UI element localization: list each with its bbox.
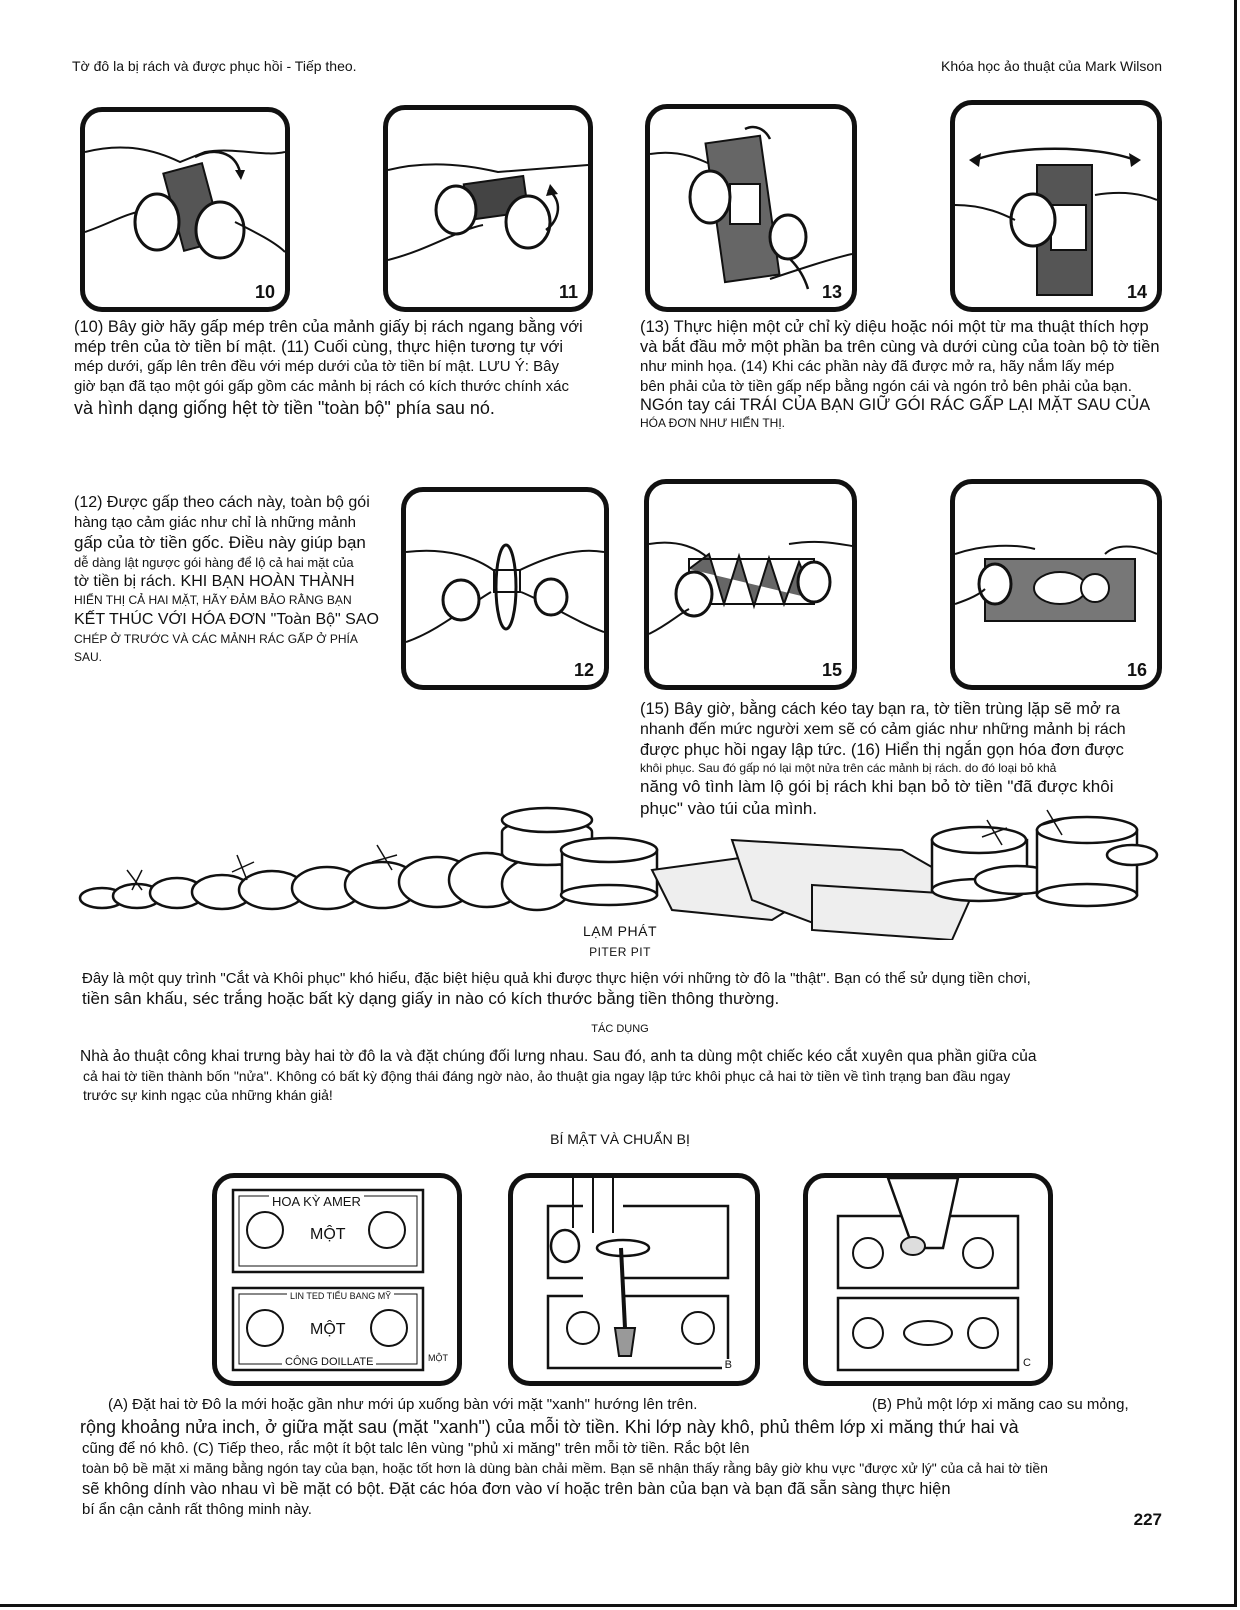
caption-10-11-line: mép trên của tờ tiền bí mật. (11) Cuối cùng, thực hiện tương tự với	[74, 337, 564, 356]
caption-10-11-line: giờ bạn đã tạo một gói gấp gồm các mảnh bị rách có kích thước chính xác	[74, 377, 569, 395]
figure-12	[401, 487, 609, 690]
inflation-banner-illustration	[72, 800, 1172, 940]
figure-c-label: C	[1020, 1357, 1034, 1369]
caption-12-line: gấp của tờ tiền gốc. Điều này giúp bạn	[74, 533, 366, 552]
secret-step-a: (A) Đặt hai tờ Đô la mới hoặc gần như mới úp xuống bàn với mặt "xanh" hướng lên trên.	[108, 1396, 698, 1413]
figure-12-number: 12	[573, 660, 594, 680]
secret-line: cũng để nó khô. (C) Tiếp theo, rắc một ít bột talc lên vùng "phủ xi măng" trên mỗi tờ tiền. Rắc bột lên	[82, 1440, 750, 1457]
running-header-right: Khóa học ảo thuật của Mark Wilson	[940, 58, 1162, 74]
figure-b	[508, 1173, 760, 1386]
figure-10-number: 10	[254, 282, 275, 302]
secret-line: bí ẩn cận cảnh rất thông minh này.	[82, 1501, 312, 1518]
caption-15-16-line: năng vô tình làm lộ gói bị rách khi bạn bỏ tờ tiền "đã được khôi	[640, 777, 1114, 796]
caption-12-line: KẾT THÚC VỚI HÓA ĐƠN "Toàn Bộ" SAO	[74, 611, 379, 628]
figure-14-number: 14	[1126, 282, 1147, 302]
intro-line: Đây là một quy trình "Cắt và Khôi phục" khó hiểu, đặc biệt hiệu quả khi được thực hiện với những tờ đô la "thật". Bạn có thể sử dụng tiền chơi,	[82, 970, 1031, 987]
caption-15-16-line: được phục hồi ngay lập tức. (16) Hiển thị ngắn gọn hóa đơn được	[640, 741, 1124, 759]
caption-12-line: hàng tạo cảm giác như chỉ là những mảnh	[74, 514, 356, 531]
caption-10-11-line: mép dưới, gấp lên trên đều với mép dưới của tờ tiền bí mật. LƯU Ý: Bây	[74, 358, 559, 375]
bill-bottom-top: LIN TED TIỂU BANG MỸ	[287, 1291, 394, 1301]
caption-13-14-line: bên phải của tờ tiền gấp nếp bằng ngón cái và ngón trỏ bên phải của bạn.	[640, 377, 1132, 395]
effect-line: cả hai tờ tiền thành bốn "nửa". Không có bất kỳ động thái đáng ngờ nào, ảo thuật gia ngay lập tức khôi phục cả hai tờ tiền về tình trạng ban đầu ngay	[83, 1068, 1011, 1084]
section-title-inflation: LẠM PHÁT	[582, 923, 657, 939]
secret-line: toàn bộ bề mặt xi măng bằng ngón tay của bạn, hoặc tốt hơn là dùng bàn chải mềm. Bạn sẽ nhận thấy rằng bây giờ khu vực "được xử lý" của cả hai tờ tiền	[82, 1460, 1048, 1476]
caption-15-16-line: phục" vào túi của mình.	[640, 799, 818, 818]
figure-b-illustration	[513, 1178, 755, 1381]
section-author: PITER PIT	[589, 945, 651, 959]
caption-10-11-line: (10) Bây giờ hãy gấp mép trên của mảnh giấy bị rách ngang bằng với	[74, 318, 583, 336]
figure-10	[80, 107, 290, 312]
figure-11-illustration	[388, 110, 588, 307]
secret-line: rộng khoảng nửa inch, ở giữa mặt sau (mặt "xanh") của mỗi tờ tiền. Khi lớp này khô, phủ thêm lớp xi măng thứ hai và	[80, 1417, 1019, 1437]
figure-16-number: 16	[1126, 660, 1147, 680]
secret-line: sẽ không dính vào nhau vì bề mặt có bột. Đặt các hóa đơn vào ví hoặc trên bàn của bạn và bạn đã sẵn sàng thực hiện	[82, 1480, 951, 1498]
running-header-left: Tờ đô la bị rách và được phục hồi - Tiếp theo.	[72, 58, 357, 74]
effect-line: trước sự kinh ngạc của những khán giả!	[83, 1087, 333, 1103]
figure-12-illustration	[406, 492, 604, 685]
caption-13-14-line: NGón tay cái TRÁI CỦA BẠN GIỮ GÓI RÁC GẤP LẠI MẶT SAU CỦA	[640, 396, 1151, 414]
figure-a	[212, 1173, 462, 1386]
caption-13-14-line: như minh họa. (14) Khi các phần này đã được mở ra, hãy nắm lấy mép	[640, 358, 1115, 375]
caption-15-16-line: (15) Bây giờ, bằng cách kéo tay bạn ra, tờ tiền trùng lặp sẽ mở ra	[640, 700, 1121, 718]
figure-14	[950, 100, 1162, 312]
bill-top-center: MỘT	[307, 1226, 349, 1244]
secret-step-b: (B) Phủ một lớp xi măng cao su mỏng,	[872, 1396, 1129, 1413]
caption-10-11	[74, 318, 614, 420]
caption-12	[74, 493, 394, 666]
figure-13-illustration	[650, 109, 852, 307]
bill-bottom-center: MỘT	[307, 1321, 349, 1339]
bill-corner-label: MỘT	[425, 1353, 451, 1363]
caption-13-14-line: HÓA ĐƠN NHƯ HIỂN THỊ.	[640, 415, 785, 430]
figure-11	[383, 105, 593, 312]
caption-12-line: SAU.	[74, 650, 103, 664]
figure-16	[950, 479, 1162, 690]
effect-paragraph	[80, 1047, 1180, 1105]
figure-15-number: 15	[821, 660, 842, 680]
caption-15-16-line: khôi phục. Sau đó gấp nó lại một nửa trên các mảnh bị rách. do đó loại bỏ khả	[640, 761, 1057, 775]
caption-12-line: dễ dàng lật ngược gói hàng để lộ cả hai mặt của	[74, 555, 354, 570]
figure-c-illustration	[808, 1178, 1048, 1381]
caption-13-14-line: và bắt đầu mở một phần ba trên cùng và dưới cùng của toàn bộ tờ tiền	[640, 337, 1160, 356]
figure-16-illustration	[955, 484, 1157, 685]
intro-paragraph	[82, 969, 1172, 1010]
figure-11-number: 11	[558, 282, 578, 302]
caption-13-14-line: (13) Thực hiện một cử chỉ kỳ diệu hoặc nói một từ ma thuật thích hợp	[640, 318, 1149, 336]
figure-13	[645, 104, 857, 312]
figure-13-number: 13	[821, 282, 842, 302]
figure-15-illustration	[649, 484, 852, 685]
section-title-effect: TÁC DỤNG	[591, 1023, 649, 1035]
secret-paragraph	[80, 1416, 1180, 1520]
bill-bottom-bottom: CÔNG DOILLATE	[282, 1356, 376, 1368]
figure-14-illustration	[955, 105, 1157, 307]
caption-12-line: HIỂN THỊ CẢ HAI MẶT, HÃY ĐẢM BẢO RẰNG BẠN	[74, 593, 352, 607]
bill-top-label: HOA KỲ AMER	[269, 1194, 364, 1209]
effect-line: Nhà ảo thuật công khai trưng bày hai tờ đô la và đặt chúng đối lưng nhau. Sau đó, anh ta dùng một chiếc kéo cắt xuyên qua phần giữa của	[80, 1048, 1037, 1065]
page-number: 227	[1133, 1510, 1162, 1529]
caption-13-14	[640, 318, 1180, 431]
caption-12-line: CHÉP Ở TRƯỚC VÀ CÁC MẢNH RÁC GẤP Ở PHÍA	[74, 632, 358, 646]
section-title-secret: BÍ MẬT VÀ CHUẨN BỊ	[550, 1131, 690, 1147]
caption-12-line: tờ tiền bị rách. KHI BẠN HOÀN THÀNH	[74, 573, 355, 590]
caption-15-16-line: nhanh đến mức người xem sẽ có cảm giác như những mảnh bị rách	[640, 721, 1126, 738]
figure-15	[644, 479, 857, 690]
figure-10-illustration	[85, 112, 285, 307]
caption-10-11-line: và hình dạng giống hệt tờ tiền "toàn bộ" phía sau nó.	[74, 398, 495, 418]
caption-12-line: (12) Được gấp theo cách này, toàn bộ gói	[74, 494, 370, 511]
figure-b-label: B	[722, 1359, 735, 1371]
intro-line: tiền sân khấu, séc trắng hoặc bất kỳ dạng giấy in nào có kích thước bằng tiền thông thường.	[82, 989, 780, 1008]
figure-c	[803, 1173, 1053, 1386]
